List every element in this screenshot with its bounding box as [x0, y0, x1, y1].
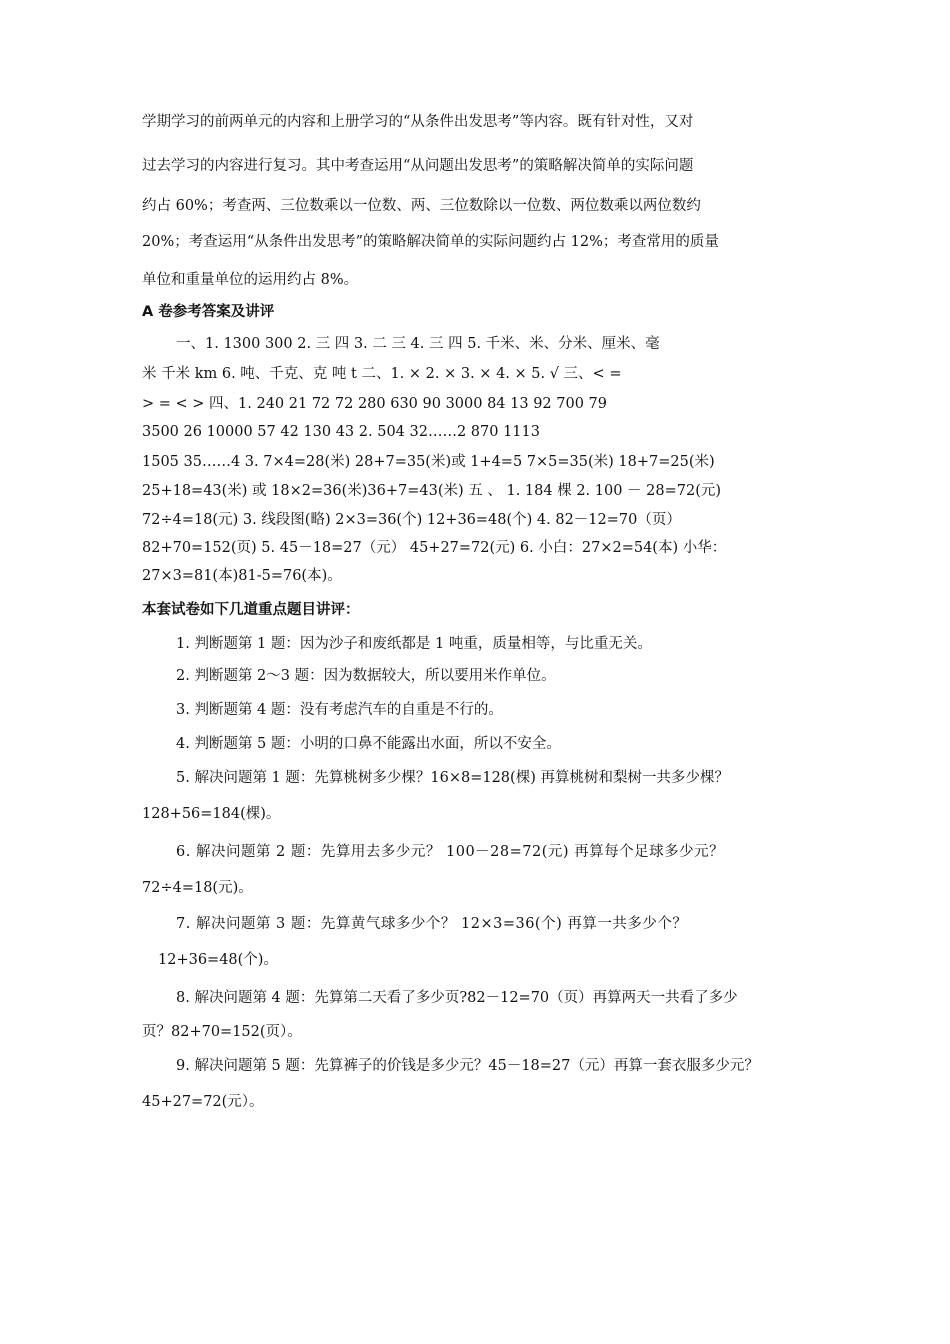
review-line-12: 页？82+70=152(页）。 [142, 1024, 302, 1040]
answer-line-5: 1505 35……4 3. 7×4=28(米) 28+7=35(米)或 1+4=5 7×5=35(米) 18+7=25(米) [142, 454, 715, 470]
answer-line-2: 米 千米 km 6. 吨、千克、克 吨 t 二、1. × 2. × 3. × 4. × 5. √ 三、< = [142, 366, 622, 382]
intro-line-4: 20%；考查运用“从条件出发思考”的策略解决简单的实际问题约占 12%；考查常用的质量 [142, 234, 719, 250]
review-line-4: 4. 判断题第 5 题：小明的口鼻不能露出水面，所以不安全。 [176, 736, 561, 752]
answer-line-7: 72÷4=18(元) 3. 线段图(略) 2×3=36(个) 12+36=48(个) 4. 82－12=70（页） [142, 512, 681, 528]
answers-heading: A 卷参考答案及讲评 [142, 304, 275, 320]
answer-line-4: 3500 26 10000 57 42 130 43 2. 504 32……2 870 1113 [142, 424, 540, 440]
review-line-11: 8. 解决问题第 4 题：先算第二天看了多少页?82－12=70（页）再算两天一共看了多少 [176, 990, 738, 1006]
answer-line-9: 27×3=81(本)81-5=76(本)。 [142, 568, 342, 584]
answer-line-3: > = < > 四、1. 240 21 72 72 280 630 90 3000 84 13 92 700 79 [142, 396, 607, 412]
review-line-2: 2. 判断题第 2～3 题：因为数据较大，所以要用米作单位。 [176, 668, 556, 684]
intro-line-1: 学期学习的前两单元的内容和上册学习的“从条件出发思考”等内容。既有针对性，又对 [142, 114, 694, 130]
review-line-6: 128+56=184(棵)。 [142, 806, 281, 822]
answer-line-6: 25+18=43(米) 或 18×2=36(米)36+7=43(米) 五 、 1. 184 棵 2. 100 － 28=72(元) [142, 483, 722, 499]
review-line-3: 3. 判断题第 4 题：没有考虑汽车的自重是不行的。 [176, 702, 503, 718]
answer-line-8: 82+70=152(页) 5. 45－18=27（元） 45+27=72(元) 6. 小白：27×2=54(本) 小华： [142, 540, 727, 556]
review-line-5: 5. 解决问题第 1 题：先算桃树多少棵？16×8=128(棵) 再算桃树和梨树一共多少棵？ [176, 770, 729, 786]
intro-line-5: 单位和重量单位的运用约占 8%。 [142, 272, 359, 288]
review-line-1: 1. 判断题第 1 题：因为沙子和废纸都是 1 吨重，质量相等，与比重无关。 [176, 636, 652, 652]
review-line-10: 12+36=48(个)。 [158, 952, 278, 968]
answer-line-1: 一、1. 1300 300 2. 三 四 3. 二 三 4. 三 四 5. 千米、米、分米、厘米、毫 [176, 336, 660, 352]
review-line-14: 45+27=72(元）。 [142, 1094, 264, 1110]
review-line-13: 9. 解决问题第 5 题：先算裤子的价钱是多少元？45－18=27（元）再算一套衣服多少元？ [176, 1058, 759, 1074]
intro-line-2: 过去学习的内容进行复习。其中考查运用“从问题出发思考”的策略解决简单的实际问题 [142, 158, 694, 174]
review-line-8: 72÷4=18(元)。 [142, 880, 253, 896]
review-line-9: 7. 解决问题第 3 题：先算黄气球多少个？ 12×3=36(个) 再算一共多少个？ [176, 916, 688, 932]
review-line-7: 6. 解决问题第 2 题：先算用去多少元？ 100－28=72(元) 再算每个足球多少元？ [176, 844, 725, 860]
review-heading: 本套试卷如下几道重点题目讲评： [142, 602, 360, 618]
intro-line-3: 约占 60%；考查两、三位数乘以一位数、两、三位数除以一位数、两位数乘以两位数约 [142, 198, 701, 214]
